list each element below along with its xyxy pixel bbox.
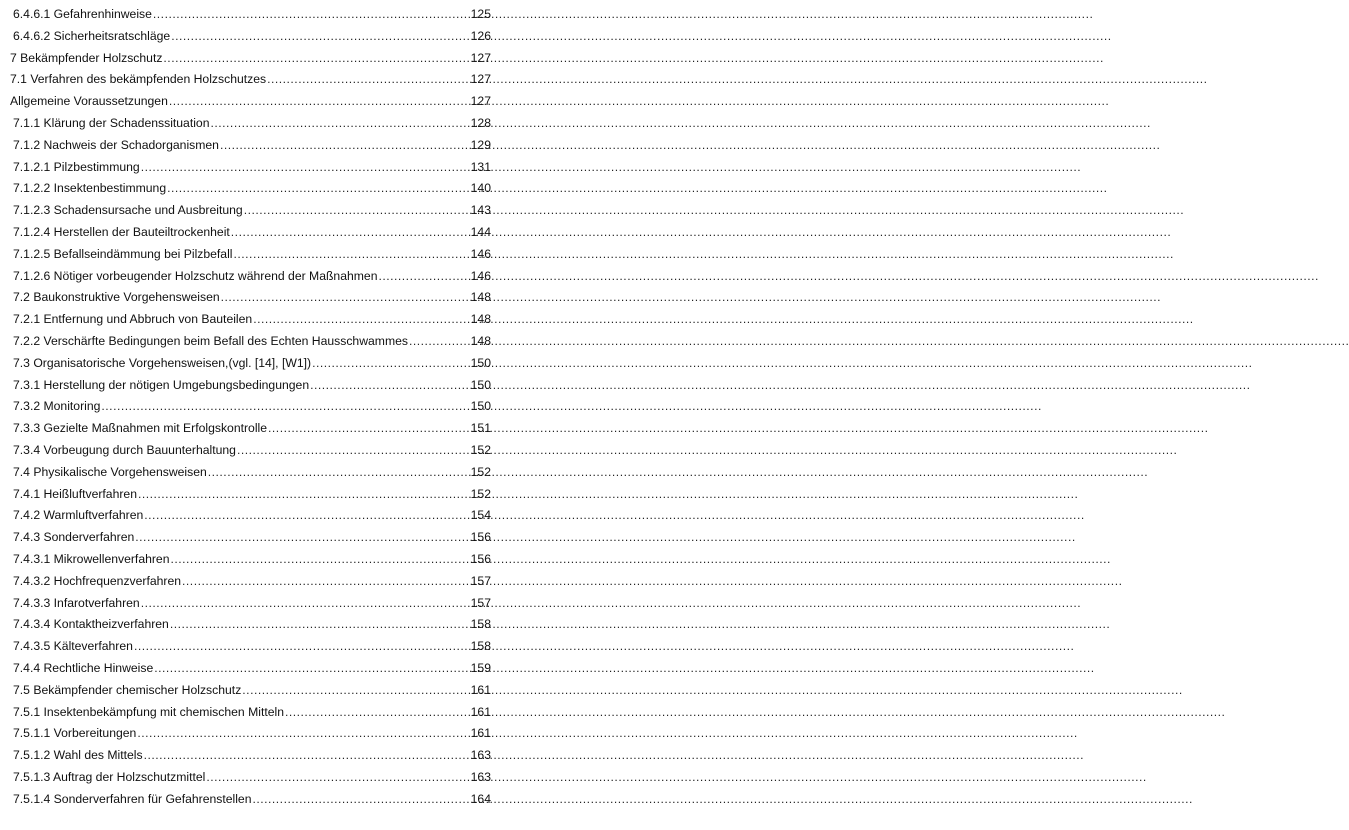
toc-entry[interactable] bbox=[0, 244, 502, 266]
dot-leader bbox=[409, 331, 468, 353]
toc-entry-title: 7.4.3.2 Hochfrequenzverfahren bbox=[13, 573, 182, 588]
toc-entry-page-number: 150 bbox=[470, 399, 491, 414]
toc-entry-title: 7.1 Verfahren des bekämpfenden Holzschutzes bbox=[10, 72, 267, 87]
toc-entry-title: 7.2.2 Verschärfte Bedingungen beim Befall des Echten Hausschwammes bbox=[13, 333, 408, 348]
toc-entry-page-number: 129 bbox=[470, 137, 491, 152]
toc-entry-title: 7.1.2.4 Herstellen der Bauteiltrockenheit bbox=[13, 224, 230, 239]
toc-entry[interactable] bbox=[0, 91, 502, 113]
toc-entry-line bbox=[13, 767, 491, 789]
toc-entry-title: 7.4.3.3 Infarotverfahren bbox=[13, 595, 140, 610]
dot-leader bbox=[169, 91, 468, 113]
toc-entry-title: 7.2.1 Entfernung und Abbruch von Bauteilen bbox=[13, 312, 253, 327]
toc-entry-title: 7.3.4 Vorbeugung durch Bauunterhaltung bbox=[13, 442, 236, 457]
dot-leader bbox=[153, 4, 468, 26]
dot-leader bbox=[242, 680, 467, 702]
toc-entry-title: 7.1.2.1 Pilzbestimmung bbox=[13, 159, 140, 174]
toc-entry[interactable] bbox=[0, 222, 502, 244]
dot-leader bbox=[138, 484, 468, 506]
toc-entry[interactable] bbox=[0, 527, 502, 549]
toc-entry[interactable] bbox=[0, 396, 502, 418]
toc-entry-title: 7.4.3.5 Kälteverfahren bbox=[13, 639, 133, 654]
toc-entry-title: 7.1.2.5 Befallseindämmung bei Pilzbefall bbox=[13, 246, 233, 261]
toc-entry-line bbox=[13, 571, 491, 593]
toc-entry-line bbox=[13, 4, 491, 26]
toc-entry[interactable] bbox=[0, 549, 502, 571]
toc-entry-page-number: 143 bbox=[470, 203, 491, 218]
dot-leader bbox=[267, 69, 468, 91]
toc-entry-title: 7.4.3.1 Mikrowellenverfahren bbox=[13, 551, 170, 566]
toc-entry[interactable] bbox=[0, 113, 502, 135]
toc-entry-page-number: 161 bbox=[470, 704, 491, 719]
toc-entry[interactable] bbox=[0, 723, 502, 745]
toc-entry[interactable] bbox=[0, 200, 502, 222]
toc-entry-line bbox=[13, 26, 491, 48]
dot-leader bbox=[171, 26, 467, 48]
toc-entry[interactable] bbox=[0, 309, 502, 331]
dot-leader bbox=[237, 440, 468, 462]
toc-entry[interactable] bbox=[0, 157, 502, 179]
dot-leader bbox=[144, 745, 468, 767]
toc-entry-line bbox=[13, 745, 491, 767]
toc-entry-line bbox=[13, 440, 491, 462]
toc-entry-line bbox=[13, 113, 491, 135]
toc-entry-title: 7.3.1 Herstellung der nötigen Umgebungsbedingungen bbox=[13, 377, 310, 392]
dot-leader bbox=[312, 353, 468, 375]
dot-leader bbox=[268, 418, 468, 440]
toc-entry-page-number: 140 bbox=[470, 181, 491, 196]
dot-leader bbox=[141, 593, 468, 615]
toc-entry-line bbox=[13, 527, 491, 549]
toc-entry[interactable] bbox=[0, 375, 502, 397]
toc-entry-line bbox=[13, 375, 491, 397]
toc-entry[interactable] bbox=[0, 505, 502, 527]
toc-entry-page-number: 152 bbox=[470, 442, 491, 457]
toc-entry[interactable] bbox=[0, 331, 502, 353]
toc-entry-title: 7.1.1 Klärung der Schadenssituation bbox=[13, 115, 210, 130]
toc-entry[interactable] bbox=[0, 614, 502, 636]
dot-leader bbox=[231, 222, 468, 244]
toc-entry[interactable] bbox=[0, 658, 502, 680]
toc-entry-title: 7.4.3.4 Kontaktheizverfahren bbox=[13, 617, 169, 632]
toc-entry-title: 6.4.6.1 Gefahrenhinweise bbox=[13, 7, 152, 21]
toc-entry-title: 7.1.2.3 Schadensursache und Ausbreitung bbox=[13, 203, 243, 218]
toc-entry-title: 7.4.4 Rechtliche Hinweise bbox=[13, 660, 154, 675]
dot-leader bbox=[167, 178, 468, 200]
toc-entry-title: 7.1.2 Nachweis der Schadorganismen bbox=[13, 137, 219, 152]
toc-entry-page-number: 157 bbox=[470, 573, 491, 588]
dot-leader bbox=[206, 767, 467, 789]
dot-leader bbox=[208, 462, 468, 484]
toc-entry-page-number: 148 bbox=[470, 312, 491, 327]
toc-entry[interactable] bbox=[0, 287, 502, 309]
dot-leader bbox=[141, 157, 468, 179]
toc-entry-line bbox=[13, 636, 491, 658]
toc-entry-title: Allgemeine Voraussetzungen bbox=[10, 94, 168, 109]
toc-entry-line bbox=[13, 244, 491, 266]
toc-entry-line bbox=[10, 69, 491, 91]
toc-entry-line bbox=[13, 789, 491, 811]
toc-entry-page-number: 125 bbox=[470, 7, 491, 21]
dot-leader bbox=[220, 135, 468, 157]
toc-entry-line bbox=[13, 157, 491, 179]
toc-entry-page-number: 128 bbox=[470, 115, 491, 130]
toc-entry-page-number: 152 bbox=[470, 486, 491, 501]
toc-entry-line bbox=[13, 658, 491, 680]
toc-entry-line bbox=[13, 353, 491, 375]
toc-entry-page-number: 157 bbox=[470, 595, 491, 610]
toc-entry[interactable] bbox=[0, 26, 502, 48]
toc-entry-line bbox=[13, 593, 491, 615]
toc-entry-page-number: 159 bbox=[470, 660, 491, 675]
dot-leader bbox=[171, 549, 468, 571]
toc-entry[interactable] bbox=[0, 789, 502, 811]
toc-entry-title: 7.5.1.4 Sonderverfahren für Gefahrenstellen bbox=[13, 791, 252, 806]
toc-entry-page-number: 163 bbox=[470, 769, 491, 784]
toc-entry-page-number: 156 bbox=[470, 530, 491, 545]
toc-entry-line bbox=[13, 723, 491, 745]
toc-entry[interactable] bbox=[0, 48, 502, 70]
toc-entry-page-number: 126 bbox=[470, 28, 491, 43]
toc-entry-page-number: 151 bbox=[470, 421, 491, 436]
toc-entry[interactable] bbox=[0, 484, 502, 506]
toc-entry-line bbox=[13, 505, 491, 527]
toc-entry-title: 7.5.1.3 Auftrag der Holzschutzmittel bbox=[13, 769, 206, 784]
toc-entry-line bbox=[13, 309, 491, 331]
toc-entry-line bbox=[13, 222, 491, 244]
toc-entry[interactable] bbox=[0, 353, 502, 375]
toc-entry-page-number: 161 bbox=[470, 682, 491, 697]
dot-leader bbox=[253, 309, 467, 331]
dot-leader bbox=[144, 505, 467, 527]
toc-entry-page-number: 156 bbox=[470, 551, 491, 566]
toc-entry[interactable] bbox=[0, 4, 502, 26]
toc-entry-title: 7.4.1 Heißluftverfahren bbox=[13, 486, 137, 501]
toc-entry-page-number: 148 bbox=[470, 290, 491, 305]
toc-entry-page-number: 127 bbox=[470, 72, 491, 87]
dot-leader bbox=[135, 527, 467, 549]
toc-entry-page-number: 144 bbox=[470, 224, 491, 239]
toc-entry-title: 7.3.2 Monitoring bbox=[13, 399, 101, 414]
toc-entry[interactable] bbox=[0, 745, 502, 767]
toc-entry-page-number: 150 bbox=[470, 355, 491, 370]
toc-entry-line bbox=[13, 702, 491, 724]
toc-entry-title: 7.5.1.2 Wahl des Mittels bbox=[13, 748, 143, 763]
toc-entry-title: 7.1.2.6 Nötiger vorbeugender Holzschutz während der Maßnahmen bbox=[13, 268, 378, 283]
toc-entry-page-number: 158 bbox=[470, 639, 491, 654]
toc-entry-page-number: 127 bbox=[470, 50, 491, 65]
dot-leader bbox=[170, 614, 468, 636]
toc-entry-line bbox=[13, 680, 491, 702]
table-of-contents bbox=[0, 4, 502, 810]
toc-entry-page-number: 148 bbox=[470, 333, 491, 348]
toc-entry-page-number: 152 bbox=[470, 464, 491, 479]
toc-entry-title: 7.2 Baukonstruktive Vorgehensweisen bbox=[13, 290, 220, 305]
toc-entry-line bbox=[13, 266, 491, 288]
toc-entry-title: 6.4.6.2 Sicherheitsratschläge bbox=[13, 28, 171, 43]
toc-entry-line bbox=[13, 549, 491, 571]
dot-leader bbox=[285, 702, 468, 724]
toc-entry-title: 7.4.3 Sonderverfahren bbox=[13, 530, 135, 545]
toc-entry[interactable] bbox=[0, 767, 502, 789]
toc-entry[interactable] bbox=[0, 702, 502, 724]
dot-leader bbox=[378, 266, 467, 288]
toc-entry-page-number: 127 bbox=[470, 94, 491, 109]
dot-leader bbox=[163, 48, 467, 70]
toc-entry-page-number: 154 bbox=[470, 508, 491, 523]
toc-entry-title: 7.1.2.2 Insektenbestimmung bbox=[13, 181, 167, 196]
toc-entry[interactable] bbox=[0, 266, 502, 288]
dot-leader bbox=[101, 396, 467, 418]
dot-leader bbox=[234, 244, 468, 266]
toc-entry-line bbox=[13, 135, 491, 157]
toc-entry[interactable] bbox=[0, 440, 502, 462]
toc-entry[interactable] bbox=[0, 69, 502, 91]
dot-leader bbox=[310, 375, 468, 397]
toc-entry-line bbox=[13, 396, 491, 418]
dot-leader bbox=[221, 287, 468, 309]
toc-entry[interactable] bbox=[0, 680, 502, 702]
toc-entry-title: 7.4 Physikalische Vorgehensweisen bbox=[13, 464, 207, 479]
dot-leader bbox=[137, 723, 467, 745]
toc-entry[interactable] bbox=[0, 178, 502, 200]
toc-entry[interactable] bbox=[0, 636, 502, 658]
dot-leader bbox=[244, 200, 468, 222]
toc-entry-line bbox=[13, 178, 491, 200]
toc-entry-title: 7.5.1.1 Vorbereitungen bbox=[13, 726, 137, 741]
toc-entry-page-number: 163 bbox=[470, 748, 491, 763]
dot-leader bbox=[134, 636, 468, 658]
toc-entry-page-number: 161 bbox=[470, 726, 491, 741]
toc-entry-page-number: 150 bbox=[470, 377, 491, 392]
toc-entry[interactable] bbox=[0, 593, 502, 615]
toc-entry[interactable] bbox=[0, 571, 502, 593]
dot-leader bbox=[252, 789, 467, 811]
dot-leader bbox=[182, 571, 468, 593]
toc-entry-page-number: 158 bbox=[470, 617, 491, 632]
dot-leader bbox=[154, 658, 467, 680]
toc-entry-line bbox=[10, 91, 491, 113]
toc-entry-line bbox=[13, 200, 491, 222]
toc-entry-line bbox=[13, 462, 491, 484]
toc-entry-page-number: 131 bbox=[470, 159, 491, 174]
toc-entry-line bbox=[13, 287, 491, 309]
toc-entry-page-number: 164 bbox=[470, 791, 491, 806]
toc-entry[interactable] bbox=[0, 418, 502, 440]
toc-entry[interactable] bbox=[0, 462, 502, 484]
toc-entry-page-number: 146 bbox=[470, 246, 491, 261]
dot-leader bbox=[211, 113, 468, 135]
toc-entry-line bbox=[13, 484, 491, 506]
toc-entry-title: 7.4.2 Warmluftverfahren bbox=[13, 508, 144, 523]
toc-entry-title: 7.3.3 Gezielte Maßnahmen mit Erfolgskontrolle bbox=[13, 421, 268, 436]
toc-entry-title: 7.5.1 Insektenbekämpfung mit chemischen Mitteln bbox=[13, 704, 284, 719]
toc-entry-title: 7 Bekämpfender Holzschutz bbox=[10, 50, 163, 65]
toc-entry-line bbox=[13, 614, 491, 636]
toc-entry-page-number: 146 bbox=[470, 268, 491, 283]
toc-entry[interactable] bbox=[0, 135, 502, 157]
toc-entry-line bbox=[13, 418, 491, 440]
toc-entry-line bbox=[13, 331, 491, 353]
toc-entry-title: 7.3 Organisatorische Vorgehensweisen,(vgl. [14], [W1]) bbox=[13, 355, 312, 370]
toc-entry-title: 7.5 Bekämpfender chemischer Holzschutz bbox=[13, 682, 242, 697]
toc-entry-line bbox=[10, 48, 491, 70]
